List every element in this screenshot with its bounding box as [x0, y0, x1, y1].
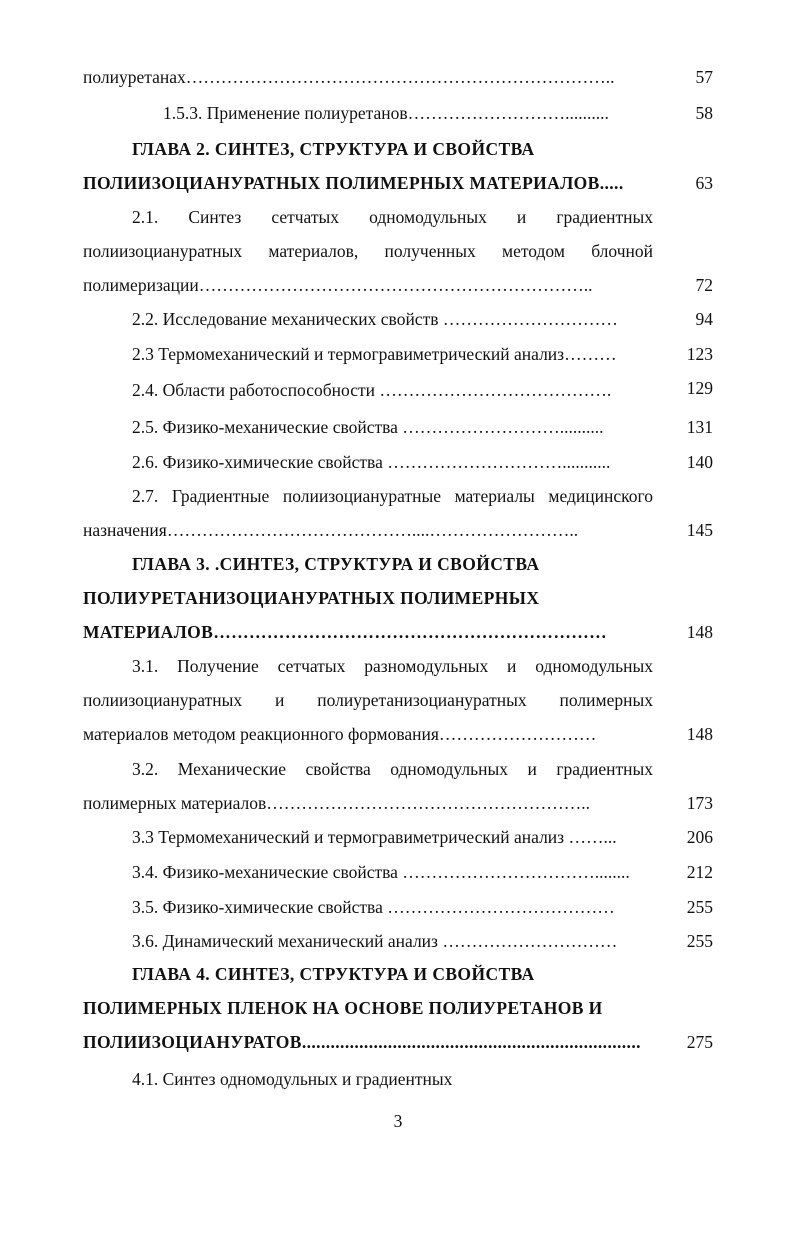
toc-page-number: 148: [686, 724, 713, 744]
toc-page-number: 123: [686, 344, 713, 364]
toc-page-number: 72: [695, 275, 713, 295]
toc-page-number: 63: [695, 173, 713, 193]
toc-page-number: 275: [686, 1032, 713, 1052]
toc-line: 2.5. Физико-механические свойства ………………………..........: [132, 417, 604, 437]
toc-line: 3.4. Физико-механические свойства ……………………………........: [132, 862, 630, 882]
toc-page-number: 206: [686, 827, 713, 847]
toc-line: полиизоциануратных материалов, полученных методом блочной: [83, 241, 653, 261]
chapter-heading: ПОЛИИЗОЦИАНУРАТОВ.......................................................................: [83, 1032, 641, 1052]
toc-page-number: 255: [686, 897, 713, 917]
toc-page-number: 212: [686, 862, 713, 882]
toc-page-number: 131: [686, 417, 713, 437]
toc-page-number: 145: [686, 520, 713, 540]
toc-page-number: 94: [695, 309, 713, 329]
toc-line: 4.1. Синтез одномодульных и градиентных: [132, 1069, 453, 1089]
toc-page-number: 148: [686, 622, 713, 642]
toc-page-number: 58: [695, 103, 713, 123]
toc-line: 3.5. Физико-химические свойства …………………………………: [132, 897, 615, 917]
toc-line: полиизоциануратных и полиуретанизоциануратных полимерных: [83, 690, 653, 710]
toc-line: полиуретанах………………………………………………………………..: [83, 67, 615, 87]
toc-line: материалов методом реакционного формования………………………: [83, 724, 597, 744]
toc-page-number: 140: [686, 452, 713, 472]
toc-page-number: 129: [686, 378, 713, 398]
toc-line: 1.5.3. Применение полиуретанов………………………..........: [163, 103, 609, 123]
chapter-heading: ГЛАВА 2. СИНТЕЗ, СТРУКТУРА И СВОЙСТВА: [132, 139, 535, 159]
chapter-heading: ПОЛИИЗОЦИАНУРАТНЫХ ПОЛИМЕРНЫХ МАТЕРИАЛОВ.....: [83, 173, 624, 193]
toc-line: 3.6. Динамический механический анализ …………………………: [132, 931, 618, 951]
page-number: 3: [393, 1111, 403, 1131]
toc-line: 2.2. Исследование механических свойств …………………………: [132, 309, 618, 329]
toc-line: 2.6. Физико-химические свойства …………………………...........: [132, 452, 611, 472]
toc-line: полимерных материалов………………………………………………..: [83, 793, 591, 813]
chapter-heading: ГЛАВА 4. СИНТЕЗ, СТРУКТУРА И СВОЙСТВА: [132, 964, 535, 984]
toc-page-number: 255: [686, 931, 713, 951]
toc-page-number: 173: [686, 793, 713, 813]
toc-line: полимеризации…………………………………………………………..: [83, 275, 593, 295]
toc-line: 2.1. Синтез сетчатых одномодульных и градиентных: [132, 207, 653, 227]
toc-page-number: 57: [695, 67, 713, 87]
chapter-heading: ПОЛИУРЕТАНИЗОЦИАНУРАТНЫХ ПОЛИМЕРНЫХ: [83, 588, 540, 608]
toc-line: 3.3 Термомеханический и термогравиметрический анализ ……...: [132, 827, 617, 847]
toc-line: 3.2. Механические свойства одномодульных и градиентных: [132, 759, 653, 779]
chapter-heading: ПОЛИМЕРНЫХ ПЛЕНОК НА ОСНОВЕ ПОЛИУРЕТАНОВ И: [83, 998, 603, 1018]
toc-line: 2.3 Термомеханический и термогравиметрический анализ………: [132, 344, 617, 364]
toc-line: 2.4. Области работоспособности ………………………………….: [132, 380, 612, 400]
toc-line: назначения……………………………………....……………………..: [83, 520, 579, 540]
toc-line: 3.1. Получение сетчатых разномодульных и одномодульных: [132, 656, 653, 676]
toc-line: 2.7. Градиентные полиизоциануратные материалы медицинского: [132, 486, 653, 506]
chapter-heading: МАТЕРИАЛОВ…………………………………………………………: [83, 622, 608, 642]
chapter-heading: ГЛАВА 3. .СИНТЕЗ, СТРУКТУРА И СВОЙСТВА: [132, 554, 540, 574]
